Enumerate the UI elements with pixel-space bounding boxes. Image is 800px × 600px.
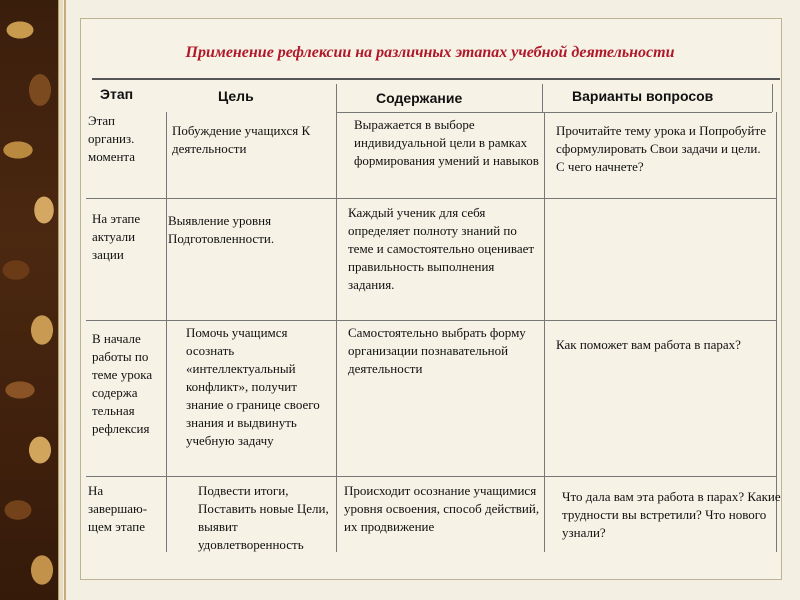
grid-line [336, 112, 772, 113]
grid-line [776, 112, 777, 552]
row-divider [86, 198, 776, 199]
row4-content: Происходит осознание учащимися уровня освоения, способ действий, их продвижение [344, 483, 540, 534]
row3-questions: Как поможет вам работа в парах? [556, 337, 741, 352]
row2-content: Каждый ученик для себя определяет полноту знаний по теме и самостоятельно оценивает правильность выполнения задания. [348, 205, 535, 292]
grid-line [336, 112, 337, 552]
row3-goal: Помочь учащимся осознать «интеллектуальный конфликт», получит знание о границе своего знания и выдвинуть учебную задачу [186, 325, 320, 448]
row2-stage: На этапе актуали зации [92, 211, 141, 262]
row3-content: Самостоятельно выбрать форму организации познавательной деятельности [348, 325, 526, 376]
row1-content: Выражается в выборе индивидуальной цели в рамках формирования умений и навыков [354, 117, 539, 168]
row4-stage: На завершаю- щем этапе [88, 483, 148, 534]
header-content: Содержание [376, 90, 463, 106]
row1-goal: Побуждение учащихся К деятельности [172, 123, 311, 156]
decorative-leaf-border [0, 0, 58, 600]
row-divider [86, 320, 776, 321]
grid-line [772, 84, 773, 112]
row-divider [86, 476, 776, 477]
grid-line [166, 112, 167, 552]
border-edge-inner [64, 0, 66, 600]
row3-stage: В начале работы по теме урока содержа тельная рефлексия [92, 331, 153, 436]
header-divider [92, 78, 780, 80]
border-edge [58, 0, 63, 600]
grid-line [542, 84, 543, 112]
row4-questions: Что дала вам эта работа в парах? Какие трудности вы встретили? Что нового узнали? [562, 489, 781, 540]
row2-goal: Выявление уровня Подготовленности. [168, 213, 275, 246]
header-stage: Этап [100, 86, 134, 102]
slide-title: Применение рефлексии на различных этапах учебной деятельности [185, 44, 675, 61]
header-questions: Варианты вопросов [572, 88, 714, 104]
grid-line [336, 84, 337, 112]
row4-goal: Подвести итоги, Поставить новые Цели, выявит удовлетворенность [198, 483, 329, 552]
header-goal: Цель [218, 88, 254, 104]
row1-stage: Этап организ. момента [88, 113, 136, 164]
row1-questions: Прочитайте тему урока и Попробуйте сформулировать Свои задачи и цели. С чего начнете? [556, 123, 766, 174]
